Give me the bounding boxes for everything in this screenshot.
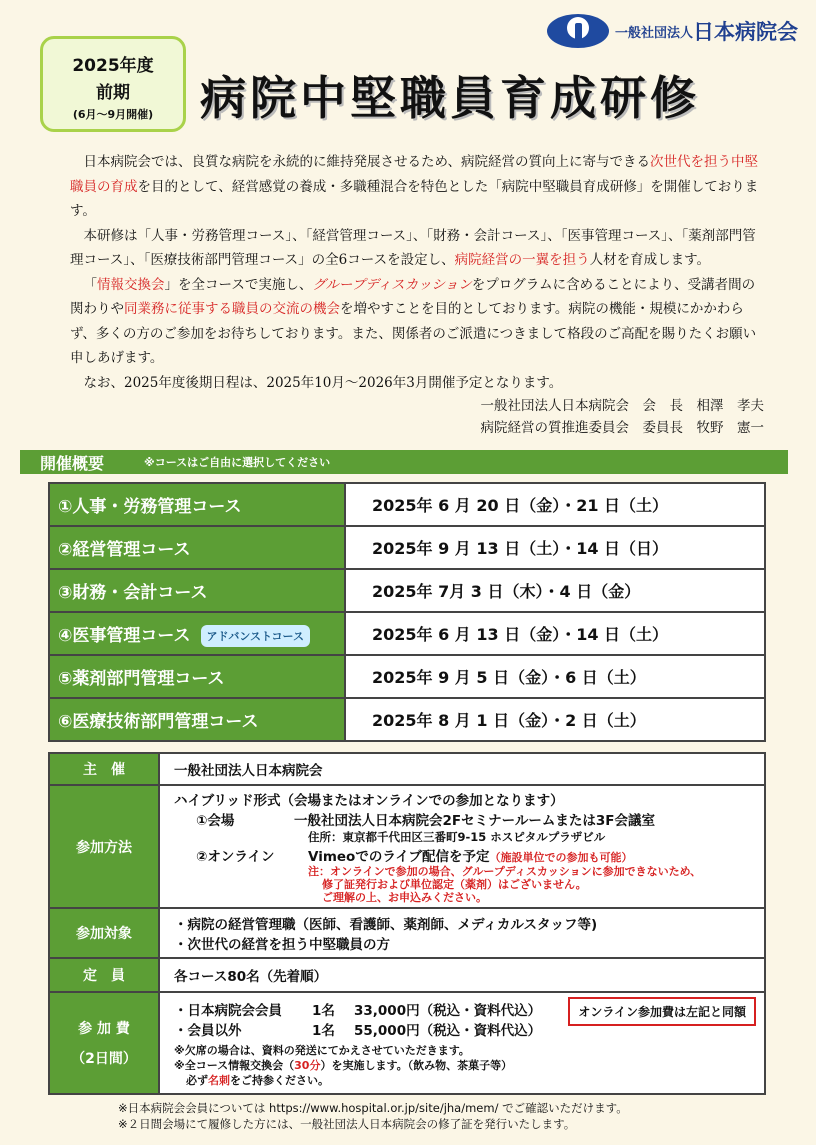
fee-sub-label: （2日間） [71,1051,137,1067]
course-row [49,483,765,526]
capacity-row [49,958,765,992]
intro-p1-red: 次世代を担う中堅職員の育成 [70,154,758,195]
course-date: 2025年 6 月 13 日（金）・14 日（土） [345,612,765,655]
intro-paragraph-2 [70,224,764,273]
method-value [159,785,765,908]
jha-logo [547,14,798,48]
fee-label: 参 加 費 [78,1021,130,1037]
fee-note-3-a: 必ず [186,1073,208,1087]
course-row [49,698,765,741]
course-name: ①人事・労務管理コース [49,483,345,526]
intro-p3-red1: 情報交換会 [97,276,165,293]
online-label: ②オンライン [196,849,275,865]
fee-note-3-red: 名刺 [208,1073,230,1087]
fee-value [159,992,765,1094]
course-name: ②経営管理コース [49,526,345,569]
method-row [49,785,765,908]
fee-member-num: 1名 [312,1002,335,1019]
online-warning-2: 修了証発行および単位認定（薬剤）はございません。 [322,878,587,891]
logo-big-text: 日本病院会 [693,20,798,44]
overview-note: ※コースはご自由に選択してください [144,456,331,469]
page-title: 病院中堅職員育成研修 [200,71,700,125]
online-warning-3: ご理解の上、お申込みください。 [322,891,487,904]
intro-p3-a: 」を全コースで実施し、 [164,276,313,293]
host-label: 主 催 [49,753,159,785]
footer-line-1: ※日本病院会会員については https://www.hospital.or.jp/site/jha/mem/ でご確認いただけます。 [118,1101,628,1115]
signature-2: 病院経営の質推進委員会 委員長 牧野 憲一 [480,420,764,436]
course-row [49,612,765,655]
fee-note-3-b: をご持参ください。 [230,1073,329,1087]
fee-row [49,992,765,1094]
host-row [49,753,765,785]
venue-label: ①会場 [196,813,235,829]
course-name: ⑥医療技術部門管理コース [49,698,345,741]
overview-header [20,450,788,474]
jha-logo-icon [547,14,609,48]
method-label: 参加方法 [49,785,159,908]
footer-notes [118,1100,628,1132]
host-value: 一般社団法人日本病院会 [159,753,765,785]
intro-p3-red2: グループディスカッション [312,276,472,293]
course-name-cell [49,612,345,655]
term-badge [40,36,186,132]
fee-nonmember-who: ・会員以外 [174,1022,242,1039]
badge-period: (6月～9月開催) [72,108,154,121]
course-date: 2025年 9 月 5 日（金）・6 日（土） [345,655,765,698]
fee-note-2-b: ）を実施します。（飲み物、茶菓子等） [320,1058,513,1072]
intro-p3-c: を増やすことを目的としております。病院の機能・規模にかかわらず、多くの方のご参加をお待ちしております。また、関係者のご派遣につきまして格段のご高配を賜りたくお願い申しあげます。 [70,301,757,366]
fee-note-2-a: ※全コース情報交換会（ [174,1058,295,1072]
target-item: ・病院の経営管理職（医師、看護師、薬剤師、メディカルスタッフ等) [174,917,598,933]
target-item: ・次世代の経営を担う中堅職員の方 [174,937,390,953]
venue-line [174,809,756,829]
online-note: （施設単位での参加も可能） [489,851,633,864]
intro-p1-a: 日本病院会では、良質な病院を永続的に維持発展させるため、病院経営の質向上に寄与できる [83,154,650,170]
footer-line-2: ※２日間会場にて履修した方には、一般社団法人日本病院会の修了証を発行いたします。 [118,1117,576,1131]
course-name: ⑤薬剤部門管理コース [49,655,345,698]
online-warning-1: 注：オンラインで参加の場合、グループディスカッションに参加できないため、 [308,865,702,878]
online-fee-box: オンライン参加費は左記と同額 [568,997,756,1026]
intro-paragraph-4: なお、2025年度後期日程は、2025年10月～2026年3月開催予定となります。 [83,374,563,391]
signature-1: 一般社団法人日本病院会 会 長 相澤 孝夫 [480,398,764,414]
course-date: 2025年 8 月 1 日（金）・2 日（土） [345,698,765,741]
course-row [49,569,765,612]
target-value [159,908,765,958]
course-date: 2025年 9 月 13 日（土）・14 日（日） [345,526,765,569]
fee-member-amount: 33,000円（税込・資料代込） [354,1002,542,1019]
fee-nonmember-amount: 55,000円（税込・資料代込） [354,1022,542,1039]
fee-note-2-red: 30分 [294,1058,321,1072]
course-row [49,526,765,569]
fee-note-1: ※欠席の場合は、資料の発送にてかえさせていただきます。 [174,1043,470,1057]
intro-p1-b: を目的として、経営感覚の養成・多職種混合を特色とした「病院中堅職員育成研修」を開催しております。 [70,178,759,219]
target-row [49,908,765,958]
course-name: ④医事管理コース [58,625,191,646]
overview-title: 開催概要 [40,453,105,473]
intro-p2-b: 人材を育成します。 [589,252,710,268]
course-date: 2025年 6 月 20 日（金）・21 日（土） [345,483,765,526]
course-row [49,655,765,698]
fee-note-2 [174,1058,756,1073]
method-line1: ハイブリッド形式（会場またはオンラインでの参加となります） [174,793,564,809]
intro-p3-b: をプログラムに含めることにより、受講者間の関わりや [70,276,756,317]
fee-nonmember-num: 1名 [312,1022,335,1039]
intro-text [70,150,764,439]
venue-value: 一般社団法人日本病院会2Fセミナールームまたは3F会議室 [294,813,655,829]
capacity-label: 定 員 [49,958,159,992]
logo-small-text: 一般社団法人 [614,25,693,41]
badge-year: 2025年度 [72,56,154,76]
target-label: 参加対象 [49,908,159,958]
venue-address: 住所：東京都千代田区三番町9-15 ホスピタルプラザビル [308,830,606,844]
intro-paragraph-3 [70,273,764,371]
capacity-value: 各コース80名（先着順） [159,958,765,992]
details-table [48,752,766,1095]
intro-p3-red3: 同業務に従事する職員の交流の機会 [124,301,340,317]
intro-p3-quote: 「 [83,276,97,293]
badge-term: 前期 [96,83,130,103]
fee-note-3 [174,1073,756,1088]
intro-p2-red: 病院経営の一翼を担う [454,252,590,268]
fee-label-cell [49,992,159,1094]
intro-paragraph-1 [70,150,764,224]
course-name: ③財務・会計コース [49,569,345,612]
fee-member-who: ・日本病院会会員 [174,1002,282,1019]
advanced-course-badge: アドバンストコース [201,625,310,647]
course-date: 2025年 7月 3 日（木）・4 日（金） [345,569,765,612]
intro-p2-a: 本研修は「人事・労務管理コース」、「経営管理コース」、「財務・会計コース」、「医事管理コース」、「薬剤部門管理コース」、「医療技術部門管理コース」の全6コースを設定し、 [70,227,756,268]
online-line [174,845,756,865]
online-value: Vimeoでのライブ配信を予定 [308,849,490,865]
courses-table [48,482,766,742]
